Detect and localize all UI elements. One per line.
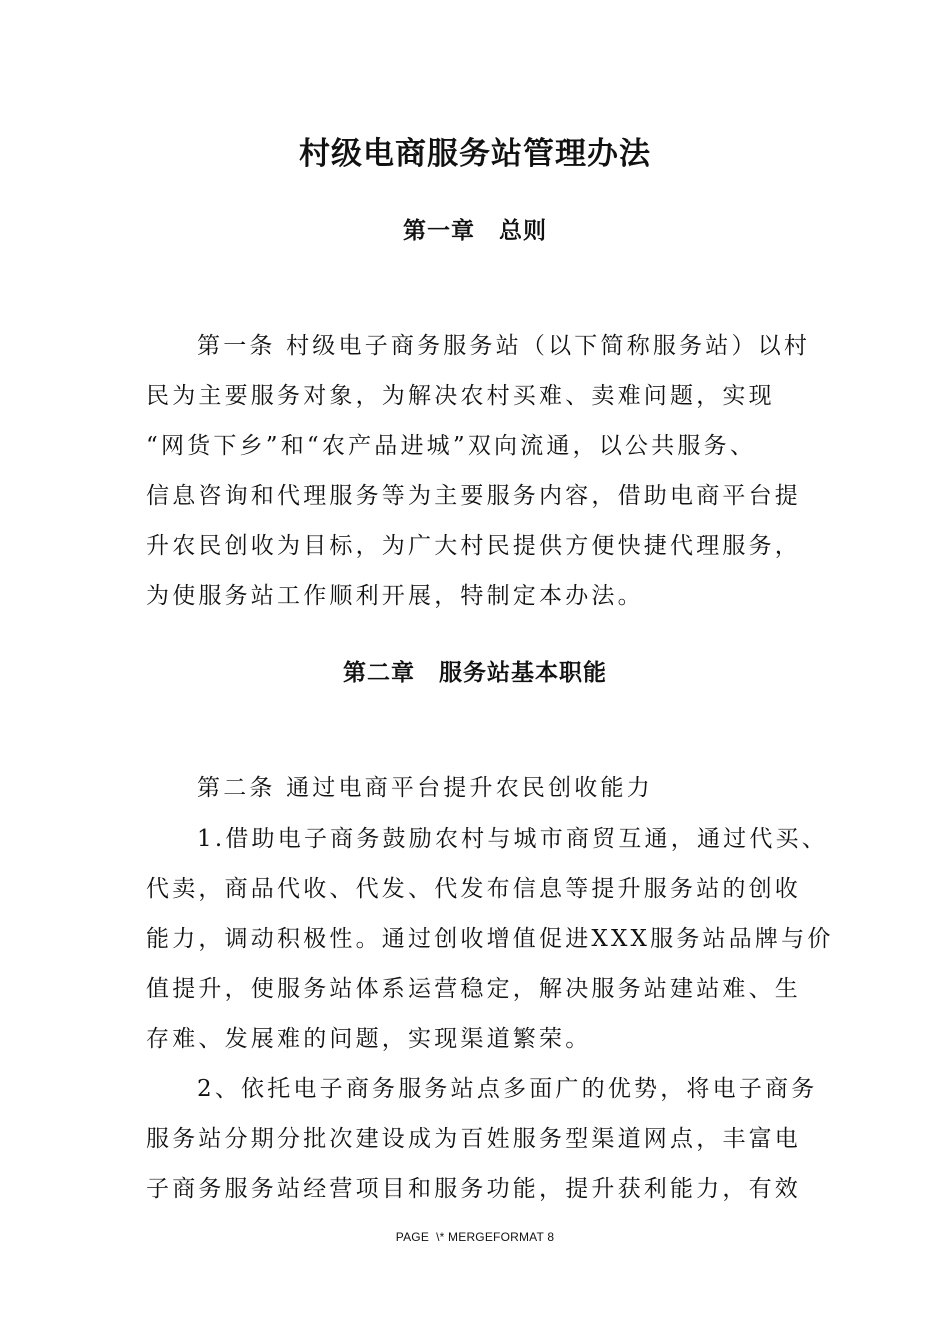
chapter-2-heading: 第二章 服务站基本职能	[343, 660, 607, 686]
paragraph-line: 值提升，使服务站体系运营稳定，解决服务站建站难、生	[146, 976, 801, 1002]
paragraph-line: 代卖，商品代收、代发、代发布信息等提升服务站的创收	[146, 876, 801, 902]
document-title: 村级电商服务站管理办法	[299, 136, 651, 172]
paragraph-line: “网货下乡”和“农产品进城”双向流通，以公共服务、	[146, 433, 757, 459]
paragraph-line: 升农民创收为目标，为广大村民提供方便快捷代理服务，	[146, 533, 801, 559]
paragraph-line: 为使服务站工作顺利开展，特制定本办法。	[146, 583, 644, 609]
paragraph-line: 能力，调动积极性。通过创收增值促进XXX服务站品牌与价	[146, 926, 834, 952]
article-2-heading: 第二条 通过电商平台提升农民创收能力	[197, 775, 653, 801]
paragraph-line: 子商务服务站经营项目和服务功能，提升获利能力，有效	[146, 1176, 801, 1202]
paragraph-line: 第一条 村级电子商务服务站（以下简称服务站）以村	[197, 333, 811, 359]
paragraph-line: 服务站分期分批次建设成为百姓服务型渠道网点，丰富电	[146, 1126, 801, 1152]
paragraph-line: 2、依托电子商务服务站点多面广的优势，将电子商务	[197, 1076, 818, 1102]
paragraph-line: 民为主要服务对象，为解决农村买难、卖难问题，实现	[146, 383, 775, 409]
paragraph-line: 存难、发展难的问题，实现渠道繁荣。	[146, 1026, 592, 1052]
chapter-1-heading: 第一章 总则	[403, 218, 547, 244]
page-footer-field: PAGE \* MERGEFORMAT 8	[395, 1230, 555, 1244]
paragraph-line: 1.借助电子商务鼓励农村与城市商贸互通，通过代买、	[197, 826, 828, 852]
paragraph-line: 信息咨询和代理服务等为主要服务内容，借助电商平台提	[146, 483, 801, 509]
